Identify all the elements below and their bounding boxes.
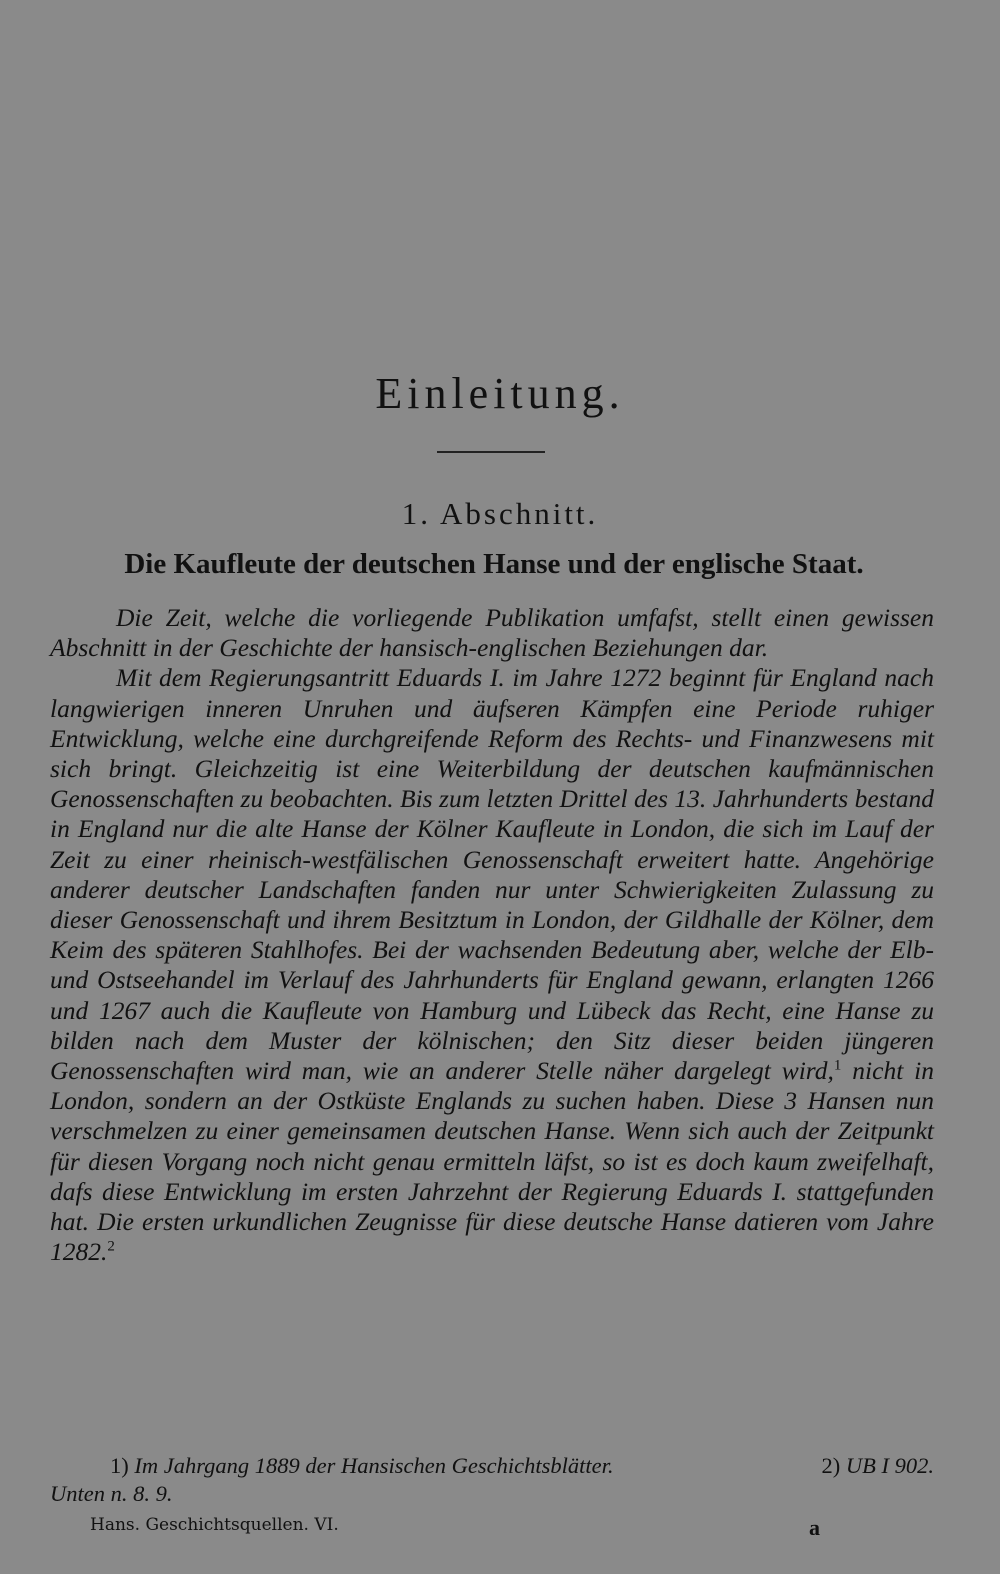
footnote-2-text: UB I 902.: [845, 1453, 934, 1478]
section-heading: Die Kaufleute der deutschen Hanse und der englische Staat.: [124, 548, 864, 580]
footnote-ref-2: 2: [107, 1238, 115, 1255]
section-number: 1. Abschnitt.: [401, 496, 599, 531]
footnote-1-label: 1): [110, 1453, 129, 1478]
page-footer: [90, 1515, 820, 1541]
footnote-1: [50, 1452, 613, 1480]
paragraph-2-part-1: Mit dem Regierungsantritt Eduards I. im Jahre 1272 beginnt für England nach langwierigen inneren Unruhen und äufseren Kämpfen eine Periode ruhiger Entwicklung, welche eine durchgreifende Reform des Rechts- und Finanzwesens mit sich bringt. Gleichzeitig ist eine Weiterbildung der deutschen kaufmännischen Genossenschaften zu beobachten. Bis zum letzten Drittel des 13. Jahrhunderts bestand in England nur die alte Hanse der Kölner Kaufleute in London, die sich im Lauf der Zeit zu einer rheinisch-westfälischen Genossenschaft erweitert hatte. Angehörige anderer deutscher Landschaften fanden nur unter Schwierigkeiten Zulassung zu dieser Genossenschaft und ihrem Besitztum in London, der Gildhalle der Kölner, dem Keim des späteren Stahlhofes. Bei der wachsenden Bedeutung aber, welche der Elb- und Ostseehandel im Verlauf des Jahrhunderts für England gewann, erlangten 1266 und 1267 auch die Kaufleute von Hamburg und Lübeck das Recht, eine Hanse zu bilden nach dem Muster der kölnischen; den Sitz dieser beiden jüngeren Genossenschaften wird man, wie an anderer Stelle näher dargelegt wird,: [50, 663, 934, 1086]
body-text: [50, 603, 934, 1267]
paragraph-1: Die Zeit, welche die vorliegende Publikation umfafst, stellt einen gewissen Abschnitt in der Geschichte der hansisch-englischen Beziehungen dar.: [50, 603, 934, 663]
title-divider: [437, 451, 545, 453]
footnote-1-text: Im Jahrgang 1889 der Hansischen Geschichtsblätter.: [134, 1453, 614, 1478]
paragraph-2: [50, 663, 934, 1267]
page-title: Einleitung.: [375, 369, 625, 418]
footnotes: [50, 1452, 934, 1508]
footnote-ref-1: 1: [833, 1057, 842, 1074]
footer-signature: a: [809, 1515, 820, 1540]
footer-series: Hans. Geschichtsquellen. VI.: [90, 1515, 339, 1535]
footnote-2-continuation: Unten n. 8. 9.: [50, 1481, 173, 1506]
paragraph-2-part-2: nicht in London, sondern an der Ostküste Englands zu suchen haben. Diese 3 Hansen nun verschmelzen zu einer gemeinsamen deutschen Hanse. Wenn sich auch der Zeitpunkt für diesen Vorgang noch nicht genau ermitteln läfst, so ist es doch kaum zweifelhaft, dafs diese Entwicklung im ersten Jahrzehnt der Regierung Eduards I. stattgefunden hat. Die ersten urkundlichen Zeugnisse für diese deutsche Hanse datieren vom Jahre 1282.: [50, 1056, 934, 1267]
footnote-2-label: 2): [821, 1453, 841, 1478]
footnote-2: [822, 1452, 935, 1480]
